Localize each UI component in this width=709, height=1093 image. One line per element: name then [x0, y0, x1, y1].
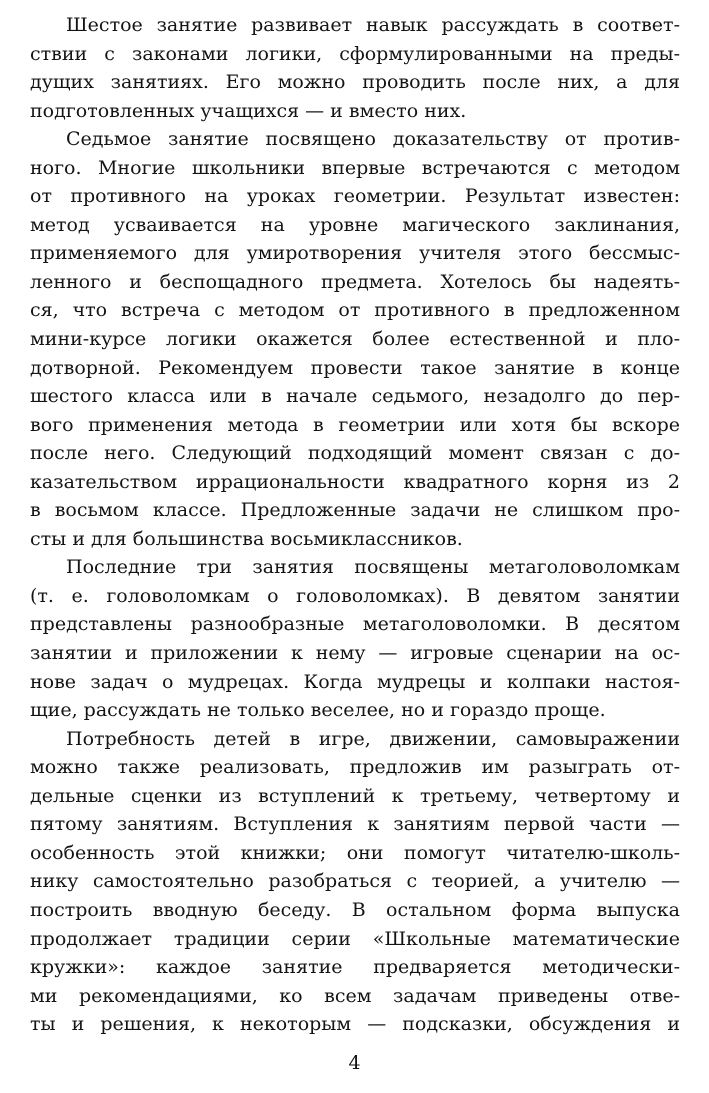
text-line: ся, что встреча с методом от противного в предложенном [30, 299, 680, 322]
text-line: продолжает традиции серии «Школьные математические [30, 927, 680, 950]
text-line: (т. е. головоломкам о головоломках). В девятом занятии [30, 584, 680, 607]
text-line: дотворной. Рекомендуем провести такое занятие в конце [30, 356, 680, 379]
paragraph [30, 553, 680, 724]
text-line: построить вводную беседу. В остальном форма выпуска [30, 898, 680, 921]
text-line: особенность этой книжки; они помогут читателю-школь- [30, 841, 680, 864]
text-line: кружки»: каждое занятие предваряется методически- [30, 956, 680, 979]
text-line: от противного на уроках геометрии. Результат известен: [30, 185, 680, 208]
body-text [30, 11, 680, 1039]
text-line: щие, рассуждать не только веселее, но и гораздо проще. [30, 699, 606, 722]
text-line: казательством иррациональности квадратного корня из 2 [30, 470, 680, 493]
text-line: нику самостоятельно разобраться с теорией, а учителю — [30, 870, 680, 893]
text-line: ми рекомендациями, ко всем задачам приведены отве- [30, 984, 680, 1007]
text-line: ленного и беспощадного предмета. Хотелось бы надеять- [30, 270, 680, 293]
text-line: можно также реализовать, предложив им разыграть от- [30, 756, 680, 779]
text-line: занятии и приложении к нему — игровые сценарии на ос- [30, 642, 680, 665]
text-line: в восьмом классе. Предложенные задачи не слишком про- [30, 499, 680, 522]
text-line: ствии с законами логики, сформулированными на преды- [30, 42, 680, 65]
text-line: Потребность детей в игре, движении, самовыражении [66, 727, 680, 750]
text-line: ного. Многие школьники впервые встречаются с методом [30, 156, 680, 179]
text-line: после него. Следующий подходящий момент связан с до- [30, 442, 680, 465]
text-line: дельные сценки из вступлений к третьему, четвертому и [30, 784, 680, 807]
text-line: применяемого для умиротворения учителя этого бессмыс- [30, 242, 680, 265]
text-line: ты и решения, к некоторым — подсказки, обсуждения и [30, 1013, 680, 1036]
text-line: сты и для большинства восьмиклассников. [30, 527, 463, 550]
text-line: представлены разнообразные метаголоволомки. В десятом [30, 613, 680, 636]
text-line: подготовленных учащихся — и вместо них. [30, 99, 467, 122]
paragraph [30, 11, 680, 125]
text-line: метод усваивается на уровне магического заклинания, [30, 213, 680, 236]
text-line: нове задач о мудрецах. Когда мудрецы и колпаки настоя- [30, 670, 680, 693]
text-line: пятому занятиям. Вступления к занятиям первой части — [30, 813, 680, 836]
text-line: дущих занятиях. Его можно проводить после них, а для [30, 71, 680, 94]
page-number: 4 [348, 1052, 361, 1074]
text-line: вого применения метода в геометрии или хотя бы вскоре [30, 413, 680, 436]
text-line: Шестое занятие развивает навык рассуждать в соответ- [66, 14, 680, 36]
text-line: Последние три занятия посвящены метаголоволомкам [66, 556, 680, 579]
paragraph [30, 725, 680, 1039]
text-line: Седьмое занятие посвящено доказательству от против- [66, 128, 680, 151]
paragraph [30, 125, 680, 553]
text-line: шестого класса или в начале седьмого, незадолго до пер- [30, 385, 680, 408]
text-line: мини-курсе логики окажется более естественной и пло- [30, 328, 680, 351]
